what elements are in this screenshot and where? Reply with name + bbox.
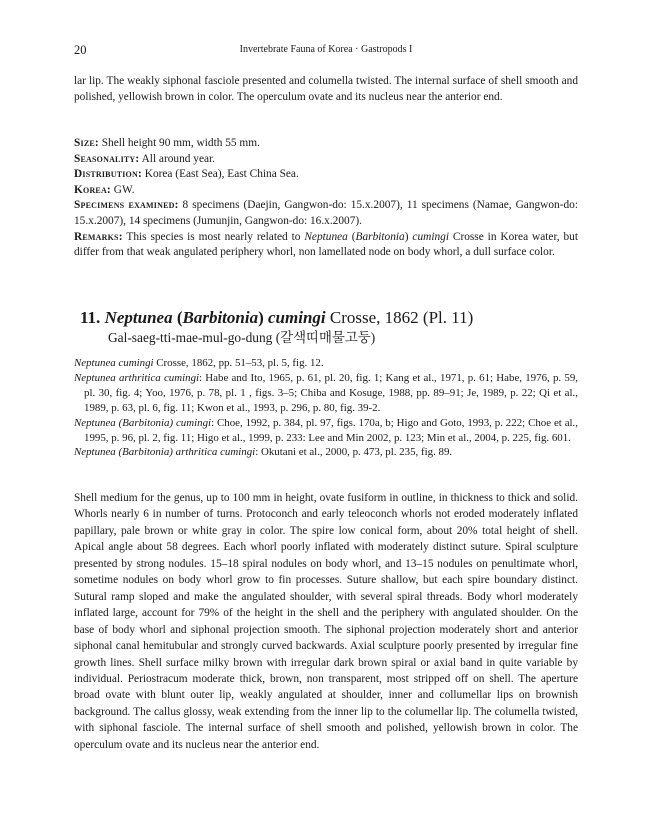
remarks-text-pre: This species is most nearly related to xyxy=(122,230,305,243)
synonymy-entry xyxy=(74,371,578,416)
remarks-subgenus: Barbitonia xyxy=(355,230,405,243)
remarks-epithet: cumingi xyxy=(412,230,449,243)
remarks-text-post: Crosse in Korea water, but differ from that weak angulated periphery whorl, non lamellated node on body whorl, a dull surface color. xyxy=(74,230,579,259)
species-subgenus-open: ( xyxy=(172,308,183,327)
synonym-refs: : Habe and Ito, 1965, p. 61, pl. 20, fig. 1; Kang et al., 1971, p. 61; Habe, 1976, p. 59, pl. 30, fig. 4; Yoo, 1976, p. 78, pl. 1 , figs. 3–5; Chiba and Kosuge, 1988, pp. 89–91; Je, 1989, p. 22; Qi et al., 1989, p. 63, pl. 6, fig. 11; Kwon et al., 1993, p. 296, p. 80, fig. 39-2. xyxy=(84,371,578,414)
remarks-paren-open: ( xyxy=(347,230,356,243)
distribution-label: Distribution: xyxy=(74,168,142,181)
intro-paragraph: lar lip. The weakly siphonal fasciole presented and columella twisted. The internal surface of shell smooth and polished, yellowish brown in color. The operculum ovate and its nucleus near the anterior end. xyxy=(74,75,578,104)
seasonality-value: All around year. xyxy=(139,152,215,165)
species-subgenus-close: ) xyxy=(258,308,268,327)
specimens-value: 8 specimens (Daejin, Gangwon-do: 15.x.2007), 11 specimens (Namae, Gangwon-do: 15.x.2007), 14 specimens (Jumunjin, Gangwon-do: 16.x.2007). xyxy=(74,199,578,227)
synonym-name: Neptunea cumingi xyxy=(74,357,154,369)
description-block xyxy=(74,490,578,753)
distribution-field xyxy=(74,167,578,183)
description-paragraph: Shell medium for the genus, up to 100 mm in height, ovate fusiform in outline, in thickness to thick and solid. Whorls nearly 6 in number of turns. Protoconch and early teleoconch whorls not eroded moderately inflated papillary, pale brown or white gray in color. The spire low conical form, about 20% total height of shell. Apical angle about 58 degrees. Each whorl poorly inflated with moderately distinct suture. Spiral sculpture presented by strong nodules. 15–18 spiral nodules on body whorl, and 13–15 nodules on penultimate whorl, sometime nodules on body whorl grow to fin processes. Suture shallow, but each spire boundary distinct. Sutural ramp sloped and make the angulated shoulder, with several spiral threads. Body whorl moderately inflated large, account for 79% of the height in the shell and the periphery with angulated shoulder. On the base of body whorl and siphonal projection smooth. The siphonal projection moderately short and anterior siphonal canal hemitubular and strongly curved backwards. Axial sculpture poorly presented by irregular fine growth lines. Shell surface milky brown with irregular dark brown spiral or axial band in quite variable by individual. Periostracum moderate thick, brown, non transparent, most stripped off on shell. The aperture broad ovate with blunt outer lip, weakly angulated at shoulder, inner and collumellar lips on brownish background. The callus glossy, weak extending from the inner lip to the columellar lip. The columella twisted, with siphonal fasciole. The internal surface of shell smooth and polished, yellowish brown in color. The operculum ovate and its nucleus near the anterior end. xyxy=(74,492,578,751)
species-epithet: cumingi xyxy=(268,308,326,327)
synonymy-list xyxy=(74,356,578,460)
korea-field xyxy=(74,183,578,199)
intro-paragraph-block xyxy=(74,73,578,105)
size-field xyxy=(74,136,578,152)
synonym-refs: : Choe, 1992, p. 384, pl. 97, figs. 170a, b; Higo and Goto, 1993, p. 222; Choe et al., 1995, p. 96, pl. 2, fig. 11; Higo et al., 1999, p. 233: Lee and Min 2002, p. 123; Min et al., 2004, p. 225, fig. 601. xyxy=(84,416,579,444)
seasonality-field xyxy=(74,152,578,168)
korean-name: Gal-saeg-tti-mae-mul-go-dung (갈색띠매물고둥) xyxy=(108,330,376,345)
synonymy-entry xyxy=(74,445,578,460)
species-title xyxy=(80,307,473,329)
remarks-paren-close: ) xyxy=(404,230,413,243)
synonym-refs: Crosse, 1862, pp. 51–53, pl. 5, fig. 12. xyxy=(153,357,324,369)
running-title: Invertebrate Fauna of Korea · Gastropods I xyxy=(239,44,413,55)
synonym-refs: : Okutani et al., 2000, p. 473, pl. 235, fig. 89. xyxy=(255,446,453,459)
synonym-name: Neptunea (Barbitonia) arthritica cumingi xyxy=(74,446,256,459)
remarks-label: Remarks: xyxy=(74,230,123,243)
distribution-value: Korea (East Sea), East China Sea. xyxy=(141,168,299,181)
synonym-name: Neptunea (Barbitonia) cumingi xyxy=(74,416,212,429)
page-number: 20 xyxy=(74,43,87,57)
synonym-name: Neptunea arthritica cumingi xyxy=(74,371,200,384)
seasonality-label: Seasonality: xyxy=(74,152,140,165)
korea-value: GW. xyxy=(110,183,135,196)
synonymy-entry xyxy=(74,356,578,371)
specimens-label: Specimens examined: xyxy=(74,199,179,212)
species-fields xyxy=(74,136,578,261)
korea-label: Korea: xyxy=(74,183,111,196)
species-subgenus: Barbitonia xyxy=(182,308,259,327)
specimens-field xyxy=(74,198,578,229)
species-genus: Neptunea xyxy=(104,308,173,327)
remarks-field xyxy=(74,230,578,261)
size-value: Shell height 90 mm, width 55 mm. xyxy=(98,137,260,149)
synonymy-entry xyxy=(74,416,578,446)
species-author: Crosse, 1862 (Pl. 11) xyxy=(325,308,474,327)
remarks-genus: Neptunea xyxy=(304,230,348,243)
running-header xyxy=(74,43,578,59)
species-heading xyxy=(80,307,473,347)
size-label: Size: xyxy=(74,137,99,149)
species-number: 11. xyxy=(80,308,101,327)
